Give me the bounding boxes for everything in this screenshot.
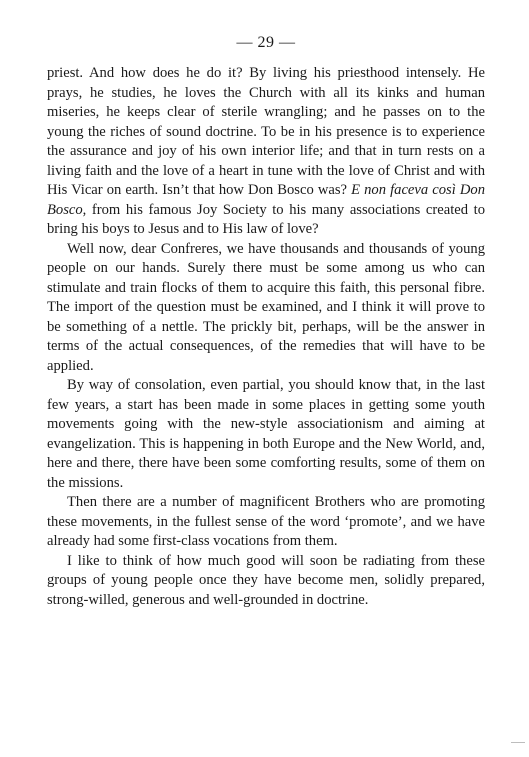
text-run: By way of consolation, even partial, you should know that, in the last few years, a start has been made in some places in getting some youth movements going with the new-style associationism and aiming at evangelization. This is happening in both Europe and the New World, and, here and there, there have been some comforting results, some of them on the missions. bbox=[47, 377, 485, 491]
paragraph bbox=[47, 240, 485, 377]
paragraph bbox=[47, 64, 485, 240]
paragraph bbox=[47, 552, 485, 611]
body-text bbox=[47, 64, 485, 610]
text-run: , from his famous Joy Society to his many associations created to bring his boys to Jesus and to His law of love? bbox=[47, 201, 485, 237]
text-run: I like to think of how much good will soon be radiating from these groups of young people once they have become men, solidly prepared, strong-willed, generous and well-grounded in doctrine. bbox=[47, 552, 485, 608]
book-page bbox=[47, 33, 485, 610]
text-run: priest. And how does he do it? By living his priesthood intensely. He prays, he studies, he loves the Church with all its kinks and human miseries, he keeps clear of sterile wrangling; and he passes on to the young the riches of sound doctrine. To be in his presence is to experience the assurance and joy of his own interior life; and that in turn rests on a living faith and the love of a heart in tune with the love of Christ and with His Vicar on earth. Isn’t that how Don Bosco was? bbox=[47, 65, 485, 198]
page-number: — 29 — bbox=[236, 34, 296, 51]
italic-phrase: E non faceva così Don Bosco bbox=[47, 182, 485, 218]
text-run: Then there are a number of magnificent Brothers who are promoting these movements, in the fullest sense of the word ‘promote’, and we have already had some first-class vocations from them. bbox=[47, 494, 485, 549]
text-run: Well now, dear Confreres, we have thousands and thousands of young people on our hands. Surely there must be some among us who can stimulate and train flocks of them to acquire this faith, this personal fibre. The import of the question must be examined, and I think it will prove to be something of a nettle. The prickly bit, perhaps, will be the answer in terms of the actual consequences, of the remedies that will have to be applied. bbox=[47, 240, 485, 374]
paragraph bbox=[47, 376, 485, 493]
paragraph bbox=[47, 493, 485, 552]
scan-edge-mark bbox=[511, 742, 525, 743]
